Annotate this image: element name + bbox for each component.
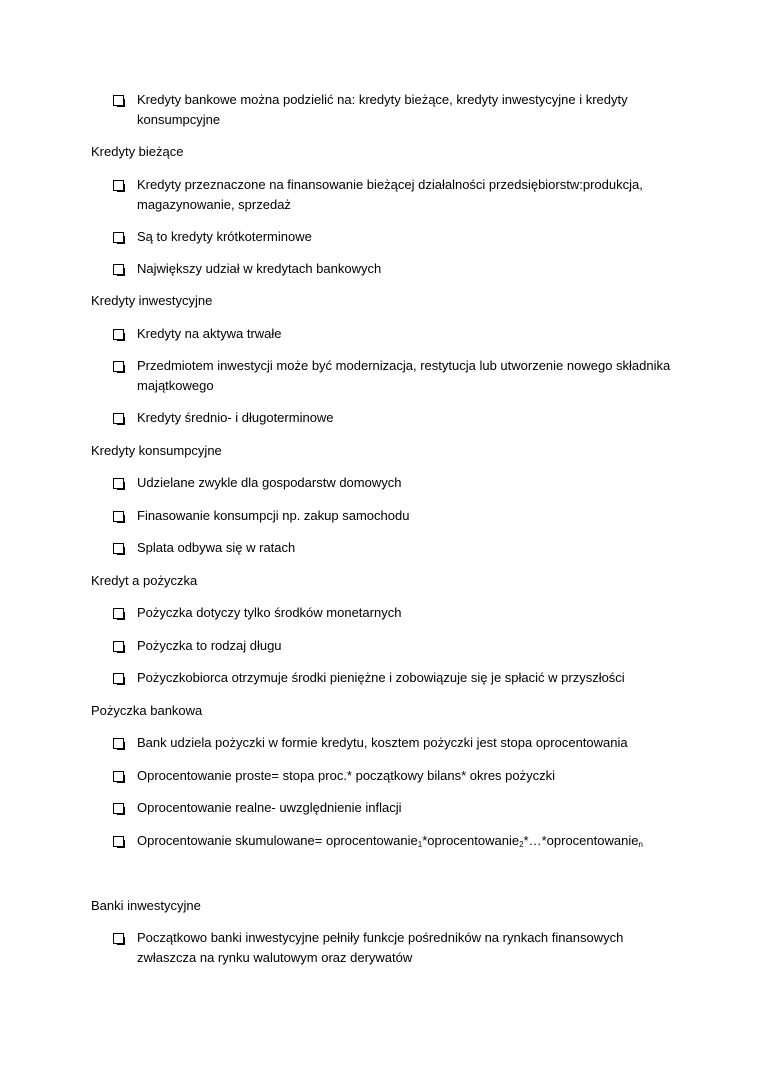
list-item: [113, 408, 683, 428]
formula-prefix: Oprocentowanie skumulowane= oprocentowanie: [137, 833, 418, 848]
list-item-text: Kredyty średnio- i długoterminowe: [137, 410, 334, 425]
list-item: [113, 668, 683, 688]
list-item: [113, 603, 683, 623]
list-item: [113, 636, 683, 656]
list-item-text: Oprocentowanie realne- uwzględnienie inflacji: [137, 800, 402, 815]
checkbox-bullet-icon: [113, 180, 124, 191]
list-item-text: Początkowo banki inwestycyjne pełniły funkcje pośredników na rynkach finansowych zwłaszcza na rynku walutowym oraz derywatów: [137, 930, 624, 965]
checkbox-bullet-icon: [113, 232, 124, 243]
list-item-text: Splata odbywa się w ratach: [137, 540, 296, 555]
list-item-text: Pożyczkobiorca otrzymuje środki pieniężne i zobowiązuje się je spłacić w przyszłości: [137, 670, 625, 685]
checkbox-bullet-icon: [113, 478, 124, 489]
list-item: [113, 227, 683, 247]
section-heading: Kredyt a pożyczka: [91, 573, 198, 588]
checkbox-bullet-icon: [113, 264, 124, 275]
list-item: [113, 506, 683, 526]
formula-part: *…*oprocentowanie: [523, 833, 639, 848]
checkbox-bullet-icon: [113, 641, 124, 652]
checkbox-bullet-icon: [113, 329, 124, 340]
section-heading: Kredyty konsumpcyjne: [91, 443, 222, 458]
checkbox-bullet-icon: [113, 413, 124, 424]
list-item: [113, 538, 683, 558]
checkbox-bullet-icon: [113, 543, 124, 554]
formula-subscript: 1: [417, 840, 423, 849]
checkbox-bullet-icon: [113, 95, 124, 106]
formula-part: *oprocentowanie: [422, 833, 520, 848]
checkbox-bullet-icon: [113, 608, 124, 619]
list-item-text: Największy udział w kredytach bankowych: [137, 261, 382, 276]
checkbox-bullet-icon: [113, 511, 124, 522]
list-item-text: Kredyty na aktywa trwałe: [137, 326, 282, 341]
list-item-formula: [113, 831, 683, 855]
formula-text: [137, 831, 683, 855]
list-item: [113, 733, 683, 753]
formula-subscript: n: [638, 840, 643, 849]
list-item: [113, 766, 683, 786]
section-heading: Banki inwestycyjne: [91, 898, 201, 913]
list-item: [113, 356, 683, 396]
section-heading: Kredyty inwestycyjne: [91, 293, 213, 308]
list-item-text: Kredyty bankowe można podzielić na: kredyty bieżące, kredyty inwestycyjne i kredyty konsumpcyjne: [137, 92, 628, 127]
list-item-text: Są to kredyty krótkoterminowe: [137, 229, 312, 244]
checkbox-bullet-icon: [113, 803, 124, 814]
list-item-text: Kredyty przeznaczone na finansowanie bieżącej działalności przedsiębiorstw:produkcja, magazynowanie, sprzedaż: [137, 177, 643, 212]
list-item-text: Bank udziela pożyczki w formie kredytu, kosztem pożyczki jest stopa oprocentowania: [137, 735, 628, 750]
checkbox-bullet-icon: [113, 771, 124, 782]
formula-subscript: 2: [519, 840, 524, 849]
list-item-text: Pożyczka to rodzaj długu: [137, 638, 282, 653]
list-item-text: Udzielane zwykle dla gospodarstw domowych: [137, 475, 402, 490]
list-item: [113, 798, 683, 818]
list-item: [113, 473, 683, 493]
section-heading: Kredyty bieżące: [91, 144, 184, 159]
list-item-text: Pożyczka dotyczy tylko środków monetarnych: [137, 605, 402, 620]
list-item: [113, 324, 683, 344]
list-item: [113, 175, 683, 215]
section-heading: Pożyczka bankowa: [91, 703, 203, 718]
list-item: [113, 259, 683, 279]
list-item-text: Oprocentowanie proste= stopa proc.* początkowy bilans* okres pożyczki: [137, 768, 556, 783]
checkbox-bullet-icon: [113, 836, 124, 847]
list-item-text: Finasowanie konsumpcji np. zakup samochodu: [137, 508, 410, 523]
list-item: [113, 928, 683, 968]
checkbox-bullet-icon: [113, 738, 124, 749]
checkbox-bullet-icon: [113, 361, 124, 372]
checkbox-bullet-icon: [113, 933, 124, 944]
list-item: [113, 90, 683, 130]
checkbox-bullet-icon: [113, 673, 124, 684]
list-item-text: Przedmiotem inwestycji może być modernizacja, restytucja lub utworzenie nowego składnika majątkowego: [137, 358, 671, 393]
